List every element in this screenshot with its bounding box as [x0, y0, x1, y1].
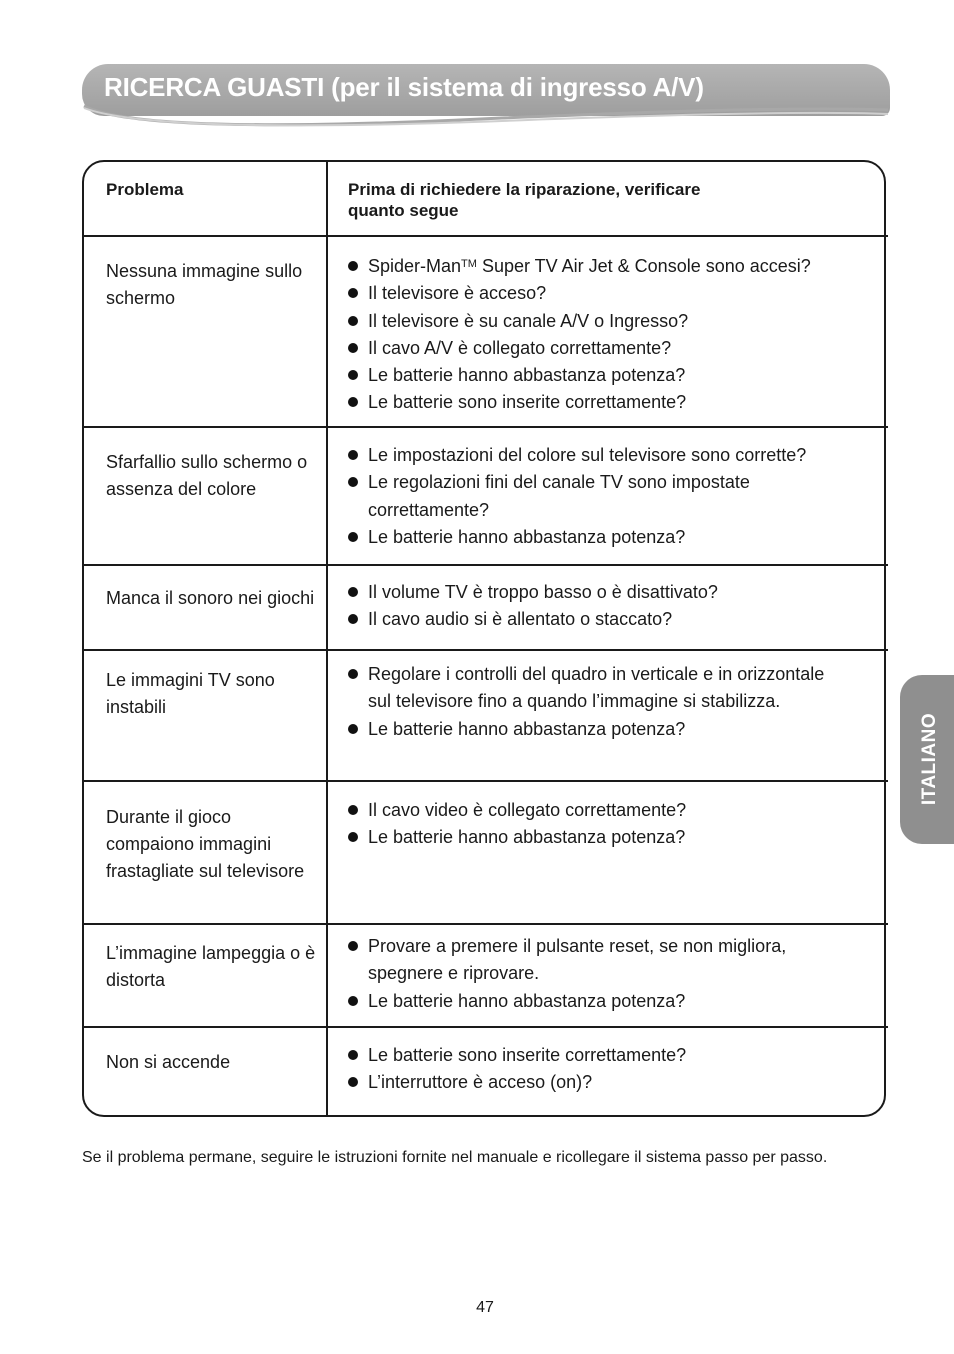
checks-cell [348, 442, 868, 551]
check-text: Le batterie hanno abbastanza potenza? [368, 365, 686, 386]
bullet-icon [348, 1069, 368, 1096]
check-item [348, 442, 868, 469]
language-side-tab-label: ITALIANO [919, 712, 940, 806]
check-text: Il volume TV è troppo basso o è disattivato? [368, 582, 718, 602]
bullet-icon [348, 661, 368, 688]
bullet-icon [348, 335, 368, 362]
bullet-icon [348, 389, 368, 416]
table-header-checks [348, 179, 868, 221]
checks-cell [348, 579, 868, 634]
problem-cell: Le immagini TV sono instabili [106, 670, 275, 717]
bullet-icon [348, 824, 368, 851]
bullet-icon [348, 253, 368, 280]
check-text: Il cavo A/V è collegato correttamente? [368, 337, 672, 358]
problem-cell: Durante il gioco compaiono immagini frastagliate sul televisore [106, 807, 305, 881]
bullet-icon [348, 308, 368, 335]
check-item [348, 606, 868, 633]
checks-cell [348, 933, 868, 1015]
trademark-mark: TM [461, 258, 477, 270]
check-text: Le batterie hanno abbastanza potenza? [368, 718, 686, 739]
bullet-icon [348, 1042, 368, 1069]
check-item [348, 335, 868, 362]
table-column-divider [326, 161, 328, 1116]
table-row-divider [82, 780, 888, 782]
checks-cell [348, 661, 868, 743]
check-text: Il cavo video è collegato correttamente? [368, 800, 687, 820]
bullet-icon [348, 988, 368, 1015]
check-text: Il cavo audio si è allentato o staccato? [368, 609, 673, 630]
check-text: Regolare i controlli del quadro in verticale e in orizzontale sul televisore fino a quando l’immagine si stabilizza. [368, 664, 825, 712]
check-item [348, 308, 868, 335]
bullet-icon [348, 280, 368, 307]
page-number: 47 [476, 1299, 494, 1316]
bullet-icon [348, 362, 368, 389]
table-header-checks-line: Prima di richiedere la riparazione, verificare [348, 180, 701, 199]
table-header-checks-line: quanto segue [348, 201, 459, 220]
check-item [348, 933, 848, 988]
check-item [348, 469, 818, 524]
table-row-divider [82, 649, 888, 651]
check-item [348, 389, 868, 416]
check-text: Provare a premere il pulsante reset, se non migliora, spegnere e riprovare. [368, 936, 787, 984]
check-text: Le batterie hanno abbastanza potenza? [368, 990, 686, 1011]
problem-cell: Sfarfallio sullo schermo o assenza del colore [106, 452, 308, 499]
check-item [348, 1069, 868, 1096]
check-text: Le batterie sono inserite correttamente? [368, 1045, 687, 1065]
check-text: Super TV Air Jet & Console sono accesi? [476, 256, 811, 276]
check-text: Le batterie sono inserite correttamente? [368, 392, 687, 413]
bullet-icon [348, 797, 368, 824]
bullet-icon [348, 606, 368, 633]
table-row-divider [82, 426, 888, 428]
table-row-divider [82, 923, 888, 925]
check-item [348, 579, 868, 606]
check-text: Le batterie hanno abbastanza potenza? [368, 526, 686, 547]
checks-cell [348, 797, 868, 852]
bullet-icon [348, 442, 368, 469]
check-text: L’interruttore è acceso (on)? [368, 1072, 593, 1093]
table-row-divider [82, 1026, 888, 1028]
check-text: Il televisore è acceso? [368, 283, 547, 304]
check-text: Le batterie hanno abbastanza potenza? [368, 827, 686, 848]
check-item [348, 988, 868, 1015]
bullet-icon [348, 933, 368, 960]
problem-cell: Non si accende [106, 1052, 231, 1072]
table-row-divider [82, 564, 888, 566]
footnote: Se il problema permane, seguire le istruzioni fornite nel manuale e ricollegare il sistema passo per passo. [82, 1149, 828, 1166]
bullet-icon [348, 579, 368, 606]
check-item [348, 824, 868, 851]
table-header-problem: Problema [106, 180, 184, 199]
problem-cell: L’immagine lampeggia o è distorta [106, 943, 316, 990]
problem-cell: Manca il sonoro nei giochi [106, 588, 315, 608]
check-text: Spider-Man [368, 256, 462, 276]
check-item [348, 716, 868, 743]
checks-cell [348, 251, 868, 417]
check-text: Il televisore è su canale A/V o Ingresso? [368, 310, 689, 331]
table-row-divider [82, 235, 888, 237]
bullet-icon [348, 524, 368, 551]
check-item [348, 280, 868, 307]
check-item [348, 251, 868, 280]
checks-cell [348, 1042, 868, 1097]
bullet-icon [348, 716, 368, 743]
check-item [348, 661, 846, 716]
check-text: Le regolazioni fini del canale TV sono impostate correttamente? [368, 472, 750, 520]
problem-cell: Nessuna immagine sullo schermo [106, 261, 303, 308]
check-item [348, 362, 868, 389]
check-item [348, 524, 868, 551]
check-item [348, 1042, 868, 1069]
page-title: RICERCA GUASTI (per il sistema di ingresso A/V) [104, 72, 704, 102]
check-item [348, 797, 868, 824]
check-text: Le impostazioni del colore sul televisore sono corrette? [368, 445, 807, 465]
bullet-icon [348, 469, 368, 496]
